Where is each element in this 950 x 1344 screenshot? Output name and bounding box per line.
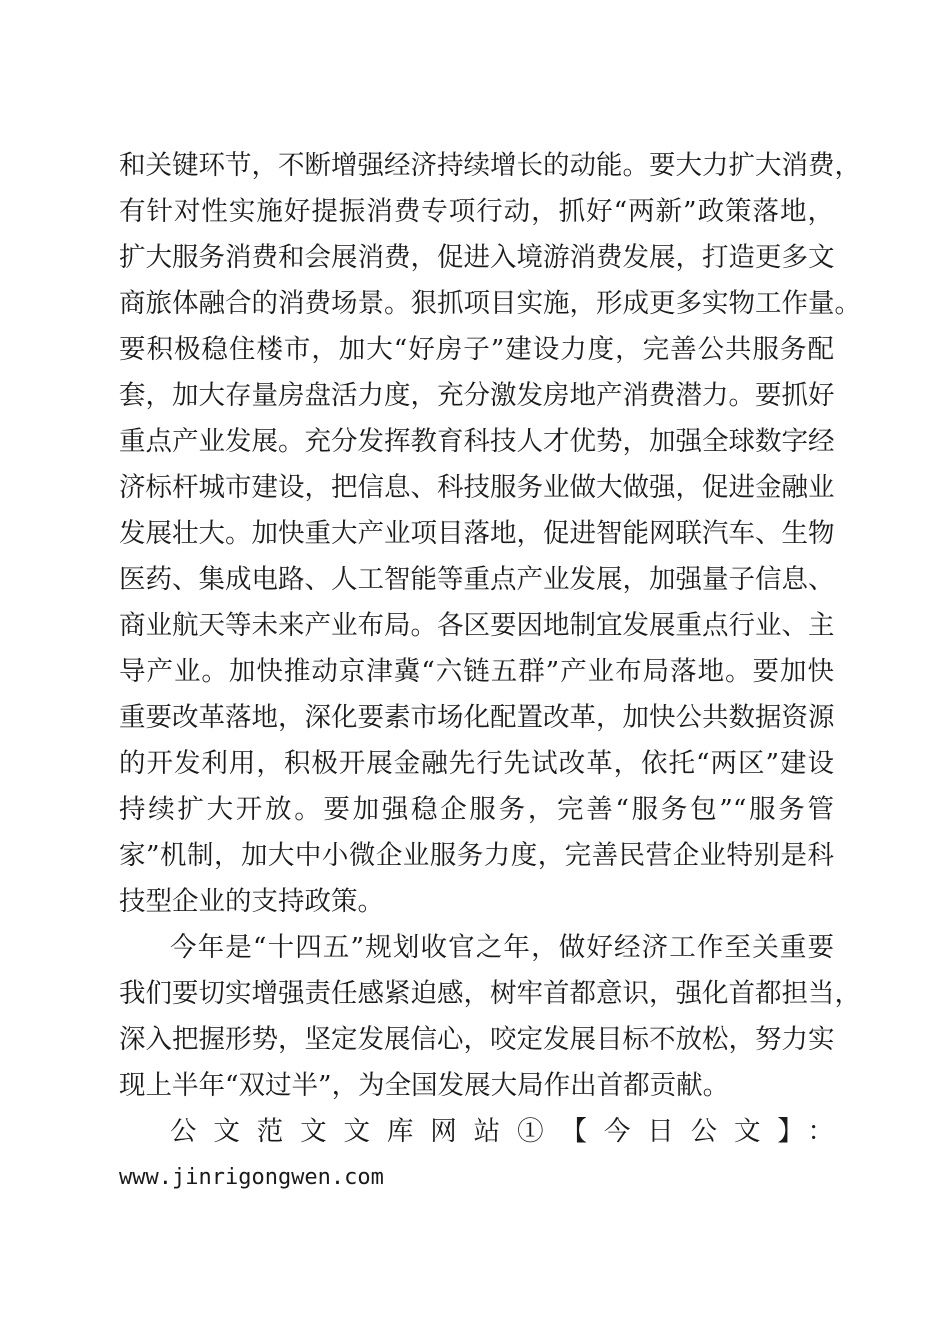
body-text-line: 扩大服务消费和会展消费，促进入境游消费发展，打造更多文 bbox=[119, 242, 835, 273]
body-text-line: 导产业。加快推动京津冀“六链五群”产业布局落地。要加快 bbox=[119, 656, 834, 687]
body-text-line: 深入把握形势，坚定发展信心，咬定发展目标不放松，努力实 bbox=[119, 1024, 835, 1055]
body-text-line: 重要改革落地，深化要素市场化配置改革，加快公共数据资源 bbox=[119, 702, 835, 733]
body-text-line: 家”机制，加大中小微企业服务力度，完善民营企业特别是科 bbox=[119, 840, 834, 871]
body-text-line: 商旅体融合的消费场景。狠抓项目实施，形成更多实物工作量。 bbox=[119, 288, 861, 319]
body-text-line: 套，加大存量房盘活力度，充分激发房地产消费潜力。要抓好 bbox=[119, 380, 835, 411]
body-text-line: 技型企业的支持政策。 bbox=[119, 886, 384, 917]
source-url: www.jinrigongwen.com bbox=[119, 1165, 384, 1190]
body-text-line: 现上半年“双过半”，为全国发展大局作出首都贡献。 bbox=[119, 1070, 730, 1101]
body-text-line: 重点产业发展。充分发挥教育科技人才优势，加强全球数字经 bbox=[119, 426, 835, 457]
body-text-line: 要积极稳住楼市，加大“好房子”建设力度，完善公共服务配 bbox=[119, 334, 834, 365]
source-attribution: 公文范文文库网站①【今日公文】： bbox=[170, 1116, 834, 1147]
body-text-line: 医药、集成电路、人工智能等重点产业发展，加强量子信息、 bbox=[119, 564, 835, 595]
body-text-line: 济标杆城市建设，把信息、科技服务业做大做强，促进金融业 bbox=[119, 472, 835, 503]
paragraph-first-line: 今年是“十四五”规划收官之年，做好经济工作至关重要 bbox=[170, 932, 834, 963]
body-text-line: 我们要切实增强责任感紧迫感，树牢首都意识，强化首都担当， bbox=[119, 978, 861, 1009]
body-text-line: 持续扩大开放。要加强稳企服务，完善“服务包”“服务管 bbox=[119, 794, 834, 825]
body-text-line: 和关键环节，不断增强经济持续增长的动能。要大力扩大消费， bbox=[119, 150, 861, 181]
body-text-line: 发展壮大。加快重大产业项目落地，促进智能网联汽车、生物 bbox=[119, 518, 835, 549]
body-text-line: 有针对性实施好提振消费专项行动，抓好“两新”政策落地， bbox=[119, 196, 834, 227]
body-text-line: 的开发利用，积极开展金融先行先试改革，依托“两区”建设 bbox=[119, 748, 834, 779]
body-text-line: 商业航天等未来产业布局。各区要因地制宜发展重点行业、主 bbox=[119, 610, 835, 641]
